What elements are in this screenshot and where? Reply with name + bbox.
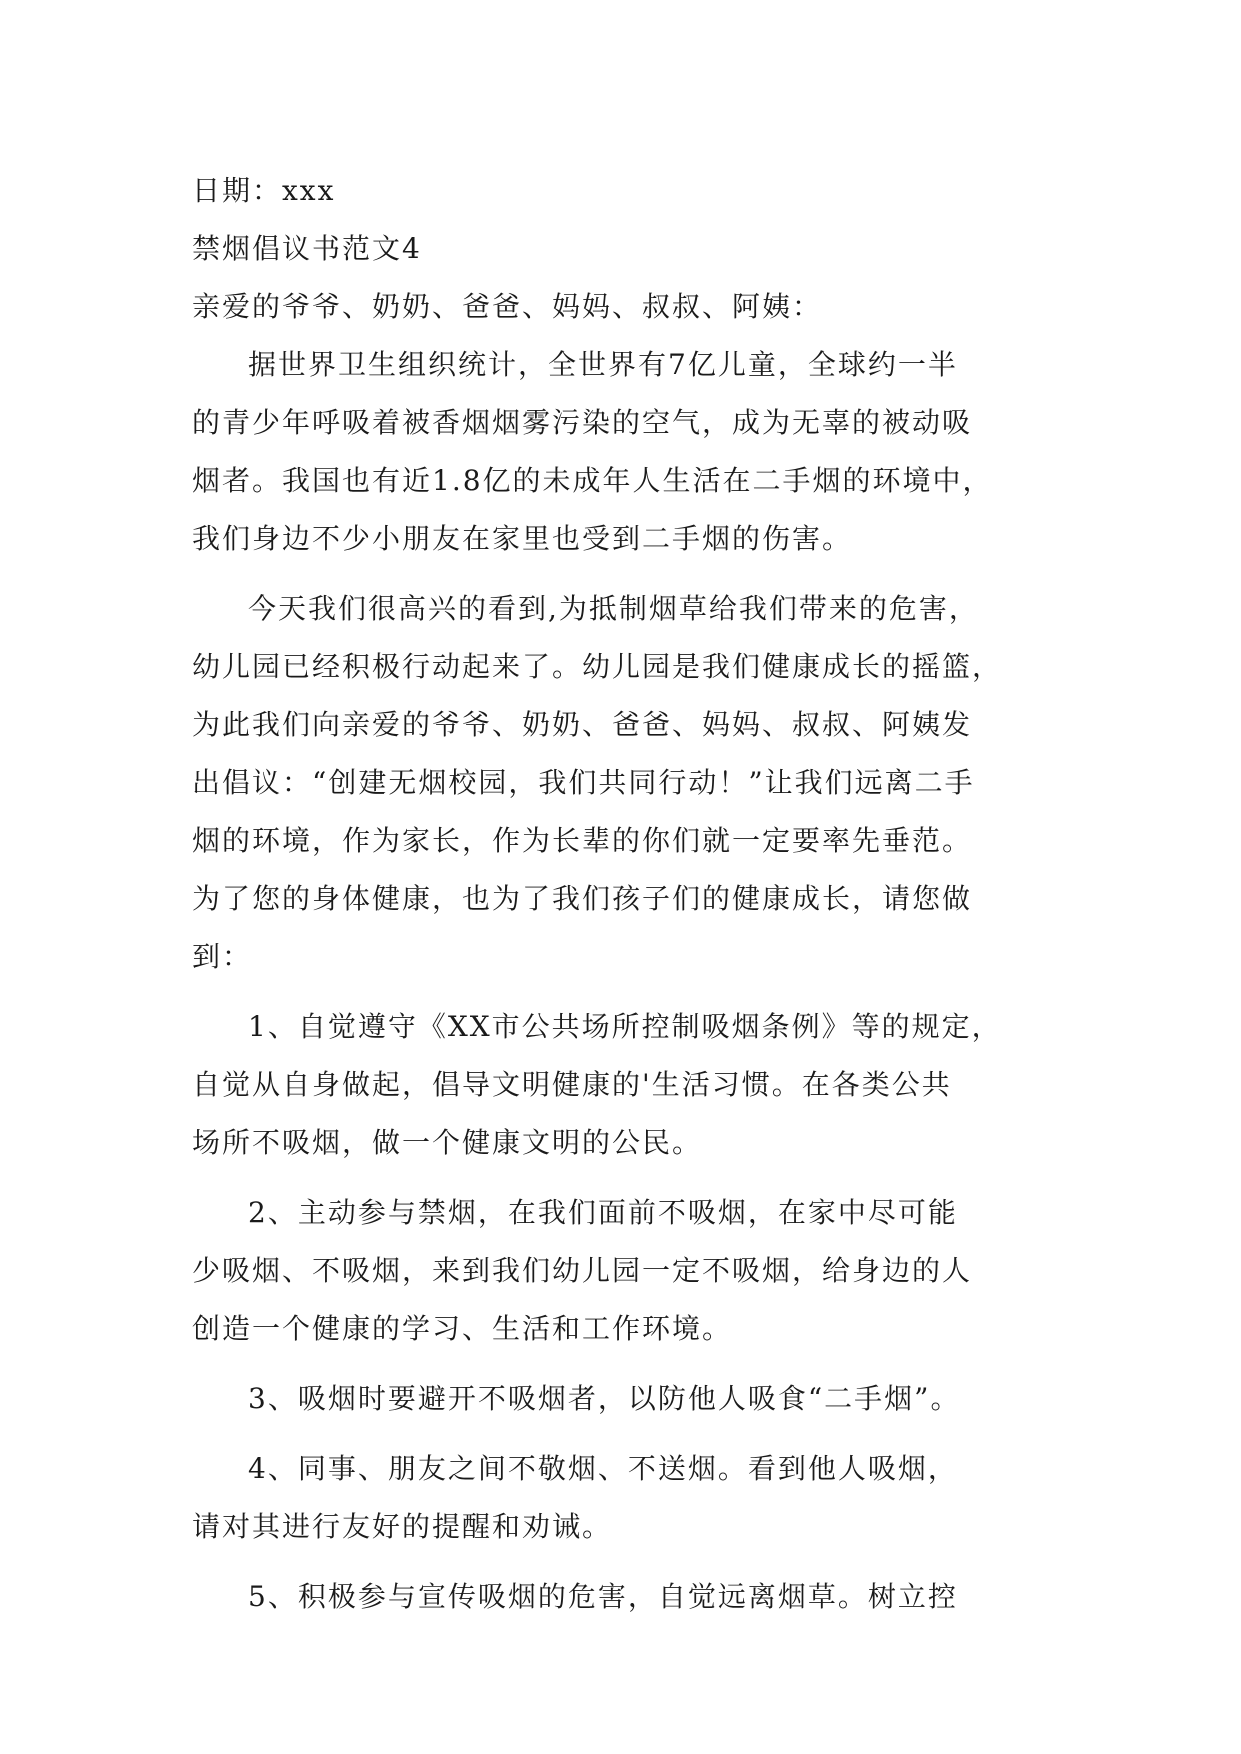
item-3-line-1: 3、吸烟时要避开不吸烟者，以防他人吸食“二手烟”。 [248, 1382, 961, 1415]
paragraph-1-line-3: 烟者。我国也有近1.8亿的未成年人生活在二手烟的环境中， [192, 464, 993, 497]
paragraph-2-line-1: 今天我们很高兴的看到,为抵制烟草给我们带来的危害， [248, 592, 979, 625]
document-title: 禁烟倡议书范文4 [192, 232, 422, 265]
document-body [192, 162, 1072, 1626]
paragraph-2-line-7: 到： [192, 940, 253, 973]
item-5-line-1: 5、积极参与宣传吸烟的危害，自觉远离烟草。树立控 [248, 1580, 958, 1613]
item-4-line-2: 请对其进行友好的提醒和劝诫。 [192, 1510, 613, 1543]
item-2-line-3: 创造一个健康的学习、生活和工作环境。 [192, 1312, 733, 1345]
date-line: 日期：xxx [192, 174, 336, 207]
salutation: 亲爱的爷爷、奶奶、爸爸、妈妈、叔叔、阿姨： [192, 290, 823, 323]
item-2-line-1: 2、主动参与禁烟，在我们面前不吸烟，在家中尽可能 [248, 1196, 958, 1229]
item-2-line-2: 少吸烟、不吸烟，来到我们幼儿园一定不吸烟，给身边的人 [192, 1254, 973, 1287]
item-1-line-2: 自觉从自身做起，倡导文明健康的'生活习惯。在各类公共 [192, 1068, 952, 1101]
paragraph-2-line-3: 为此我们向亲爱的爷爷、奶奶、爸爸、妈妈、叔叔、阿姨发 [192, 708, 973, 741]
paragraph-1-line-4: 我们身边不少小朋友在家里也受到二手烟的伤害。 [192, 522, 853, 555]
paragraph-1-line-2: 的青少年呼吸着被香烟烟雾污染的空气，成为无辜的被动吸 [192, 406, 973, 439]
paragraph-2-line-2: 幼儿园已经积极行动起来了。幼儿园是我们健康成长的摇篮， [192, 650, 1003, 683]
paragraph-2-line-4: 出倡议：“创建无烟校园，我们共同行动！”让我们远离二手 [192, 766, 975, 799]
paragraph-2-line-5: 烟的环境，作为家长，作为长辈的你们就一定要率先垂范。 [192, 824, 973, 857]
item-4-line-1: 4、同事、朋友之间不敬烟、不送烟。看到他人吸烟， [248, 1452, 958, 1485]
paragraph-2-line-6: 为了您的身体健康，也为了我们孩子们的健康成长，请您做 [192, 882, 973, 915]
paragraph-1-line-1: 据世界卫生组织统计，全世界有7亿儿童，全球约一半 [248, 348, 958, 381]
item-1-line-1: 1、自觉遵守《XX市公共场所控制吸烟条例》等的规定， [248, 1010, 1002, 1043]
item-1-line-3: 场所不吸烟，做一个健康文明的公民。 [192, 1126, 703, 1159]
